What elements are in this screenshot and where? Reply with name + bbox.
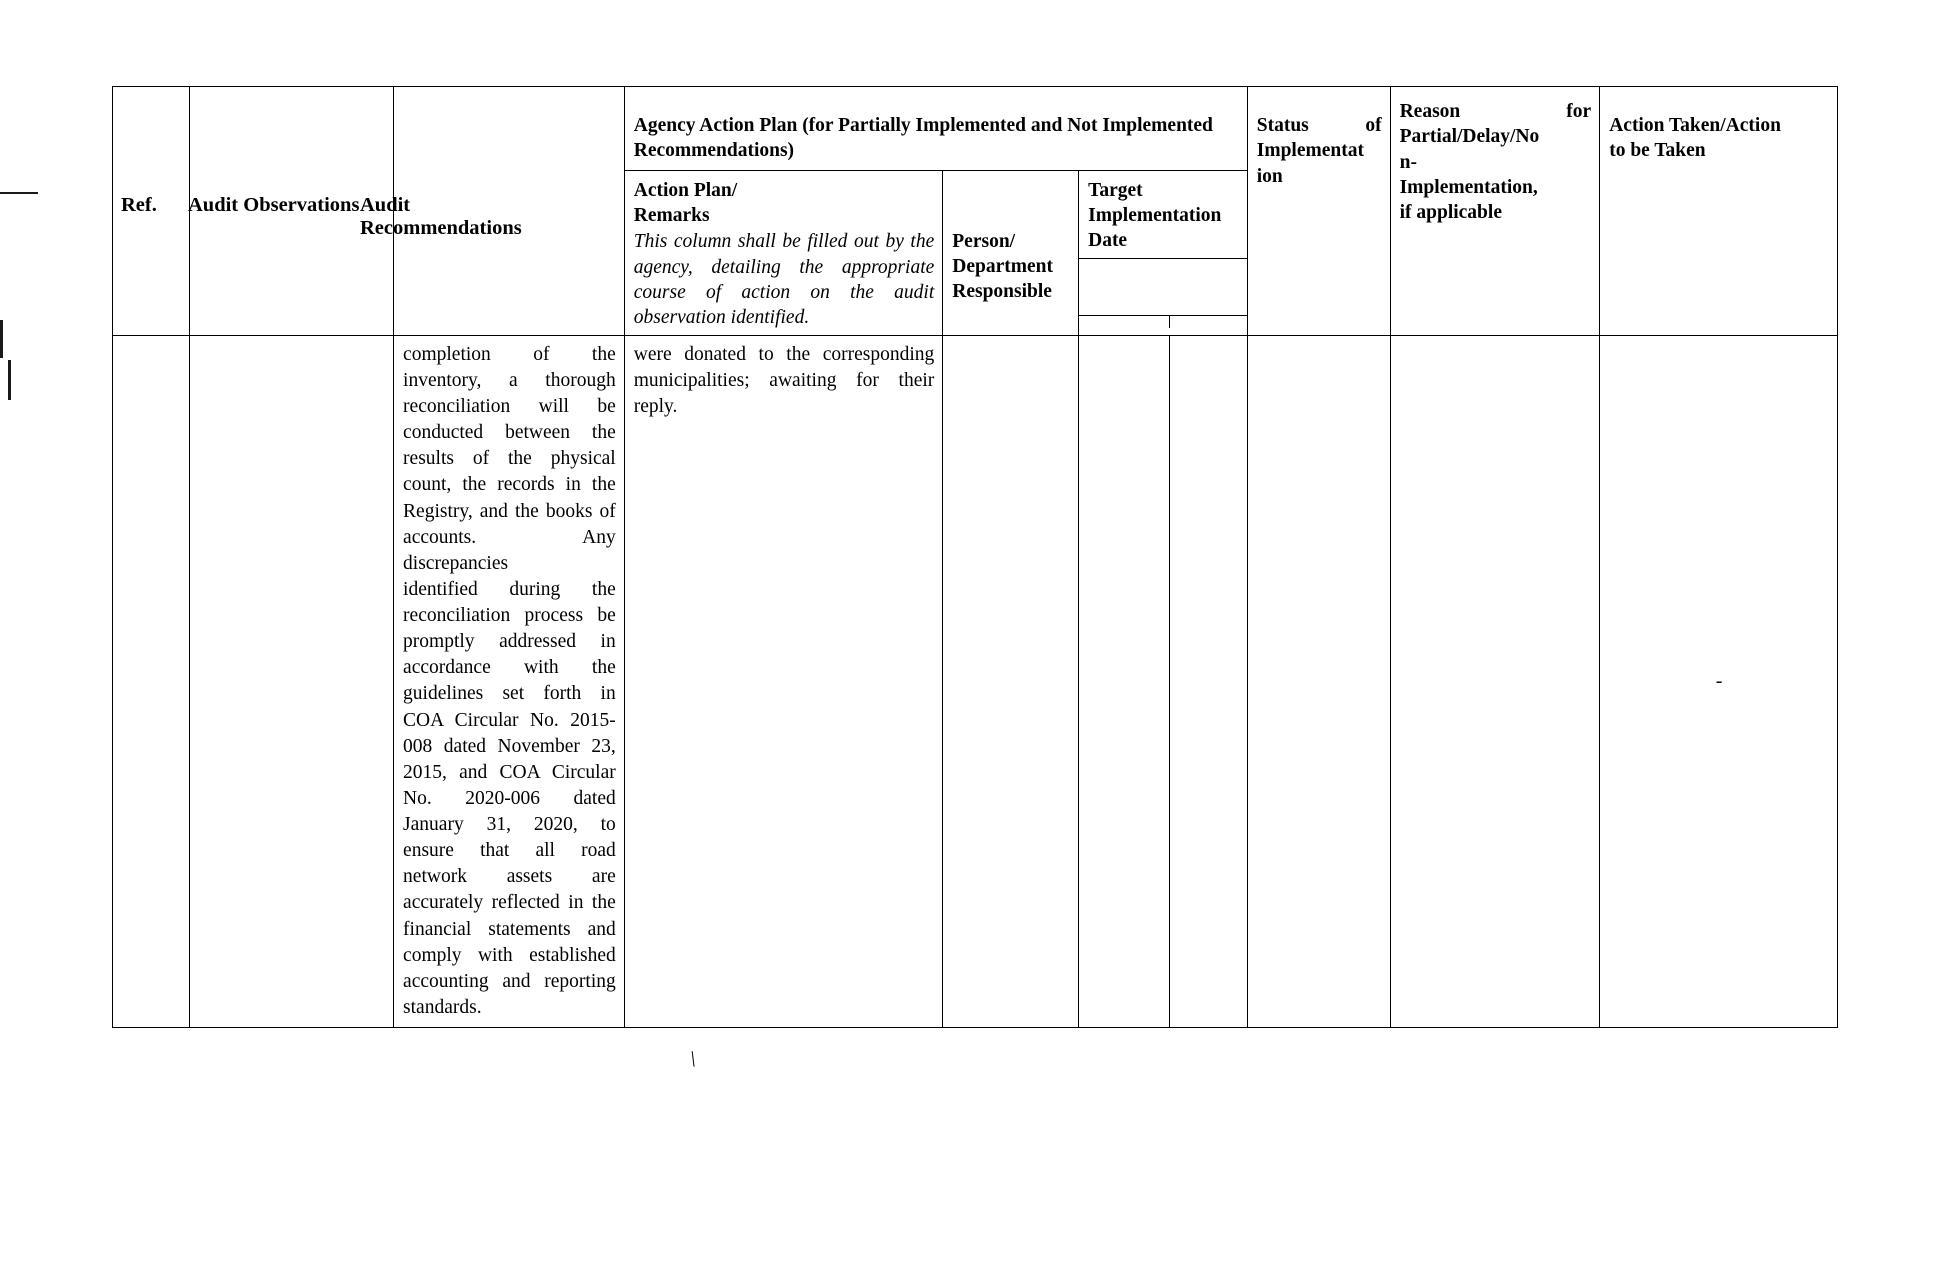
reason-word-for: for [1566,101,1592,122]
header-action-plan-remarks [624,170,943,335]
header-target-implementation-date [1079,171,1247,259]
header-reason-partial-delay [1390,87,1600,336]
header-agency-action-plan [624,87,1247,171]
action-taken-line2: to be Taken [1609,140,1706,162]
action-plan-note-line4: observation identified. [633,307,810,329]
header-audit-recommendations-blank-top [394,87,625,336]
reason-line4: Implementation, [1399,177,1538,199]
cell-reason [1390,335,1600,1027]
header-target-from [1079,315,1170,328]
status-line2: Implementat [1256,140,1364,162]
recommendation-paragraph-1: completion of the inventory, a thorough reconciliation will be conducted between the results of the physical count, the records in the Registry, and the books of accounts. Any discrepancies [403,343,616,574]
cell-audit-recommendations [394,335,625,1027]
action-taken-line1: Action Taken/Action [1609,115,1781,136]
status-word-status: Status [1256,115,1309,136]
action-plan-remarks-line2: Remarks [633,205,710,227]
action-taken-dash: - [1715,670,1723,693]
header-target-to [1170,315,1247,328]
header-ref-blank-top [113,87,190,336]
agency-action-plan-table [112,86,1838,1028]
person-responsible-line2: Department [952,256,1053,278]
header-target-implementation-date-group [1079,170,1248,335]
stray-pen-mark: \ [687,1045,699,1072]
reason-line3: n- [1399,151,1417,173]
header-audit-observations-blank-top [190,87,394,336]
cell-status-of-implementation [1247,335,1390,1027]
header-audit-observations-label: Audit Observations [188,194,360,216]
scan-artifact-mark [8,360,11,400]
target-date-line1: Target [1088,179,1143,201]
action-plan-note-line1: This column shall be filled out by the [633,231,935,253]
header-status-of-implementation [1247,87,1390,336]
agency-action-plan-line2: Recommendations) [633,140,795,162]
header-target-date-spacer [1079,258,1247,315]
agency-action-plan-line1: Agency Action Plan (for Partially Implemented and Not Implemented [633,115,1213,136]
cell-ref [113,335,190,1027]
target-date-line3: Date [1088,230,1128,252]
target-date-line2: Implementation [1088,205,1222,227]
action-plan-remarks-line1: Action Plan/ [633,179,738,201]
action-plan-remarks-text: were donated to the corresponding municipalities; awaiting for their reply. [633,343,935,417]
person-responsible-line3: Responsible [952,281,1052,303]
action-plan-note [634,229,935,330]
header-person-responsible [943,170,1079,335]
document-page [112,86,1838,1072]
header-row-top [113,87,1838,171]
cell-action-taken [1600,335,1838,1027]
reason-line5: if applicable [1399,202,1502,224]
cell-target-from [1079,335,1170,1027]
status-line3: ion [1256,165,1283,187]
header-ref-label: Ref. [121,194,157,216]
cell-target-to [1170,335,1247,1027]
action-plan-note-line2: agency, detailing the appropriate [633,256,935,278]
person-responsible-line1: Person/ [952,230,1016,252]
scan-artifact-mark [0,320,3,358]
reason-word-reason: Reason [1399,101,1461,122]
cell-action-plan-remarks [624,335,943,1027]
status-word-of: of [1365,115,1382,136]
scan-artifact-mark [0,192,38,194]
reason-line2: Partial/Delay/No [1399,126,1540,148]
table-row [113,335,1838,1027]
action-plan-note-line3: course of action on the audit [633,282,935,304]
recommendation-paragraph-2: identified during the reconciliation process be promptly addressed in accordance with the guidelines set forth in COA Circular No. 2015-008 dated November 23, 2015, and COA Circular No. 2020-006 dated January 31, 2020, to ensure that all road network assets are accurately reflected in the financial statements and comply with established accounting and reporting standards. [403,578,616,1018]
header-action-taken [1600,87,1838,336]
cell-audit-observations [190,335,394,1027]
header-audit-recommendations-label: Audit Recommendations [360,194,522,239]
cell-person-responsible [943,335,1079,1027]
